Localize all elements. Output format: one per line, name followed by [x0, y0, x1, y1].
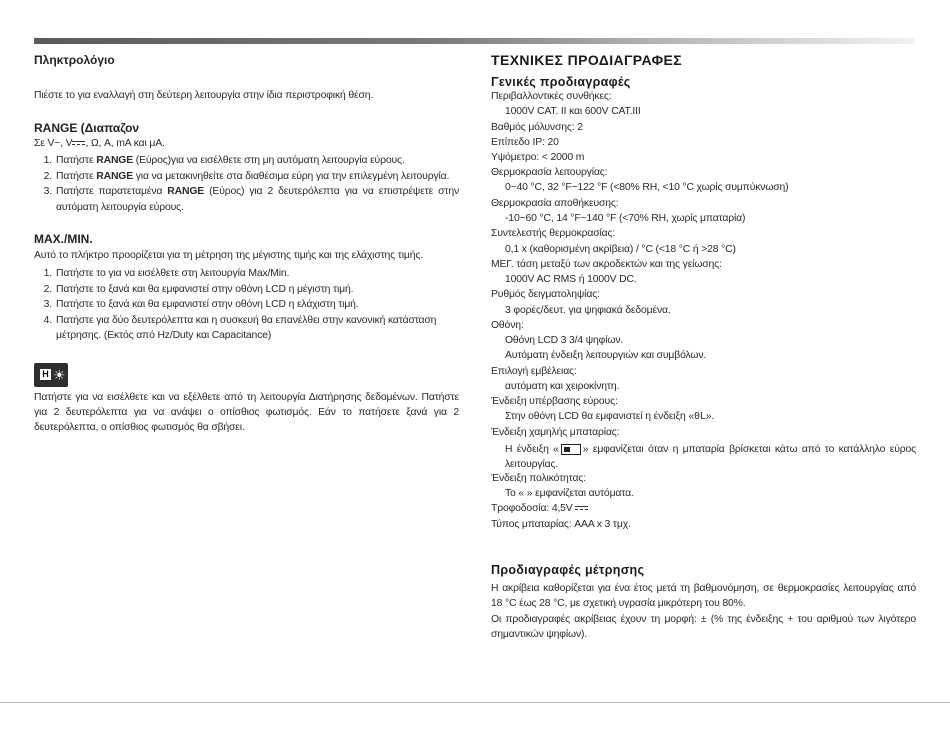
optemp-value: 0~40 °C, 32 °F~122 °F (<80% RH, <10 °C χωρίς συμπύκνωση)	[505, 182, 789, 193]
tech-specs-title: ΤΕΧΝΙΚΕΣ ΠΡΟΔΙΑΓΡΑΦΕΣ	[491, 52, 683, 68]
measurement-accuracy-text: Η ακρίβεια καθορίζεται για ένα έτος μετά τη βαθμονόμηση, σε θερμοκρασίες λειτουργίας από 18 °C έως 28 °C, με σχετική υγρασία μικρότερη του 80%.	[491, 583, 916, 609]
maxv-value: 1000V AC RMS ή 1000V DC.	[505, 274, 637, 285]
range-list	[34, 153, 459, 215]
tempcoef-label: Συντελεστής θερμοκρασίας:	[491, 228, 616, 239]
env-label: Περιβαλλοντικές συνθήκες:	[491, 91, 612, 102]
range-modes: Σε V~, V , Ω, A, mA και μA.	[34, 138, 165, 149]
polarity-label: Ένδειξη πολικότητας:	[491, 473, 586, 484]
overrange-label: Ένδειξη υπέρβασης εύρους:	[491, 396, 618, 407]
list-item: 2. Πατήστε το ξανά και θα εμφανιστεί στην οθόνη LCD η μέγιστη τιμή.	[43, 283, 354, 295]
list-item: 4. Πατήστε για δύο δευτερόλεπτα και η συσκευή θα επανέλθει στην κανονική κατάσταση μέτρησης. (Εκτός από Hz/Duty και Capacitance)	[43, 314, 437, 341]
altitude: Υψόμετρο: < 2000 m	[491, 152, 585, 163]
maxmin-heading: MAX./MIN.	[34, 232, 93, 246]
list-item: 1. Πατήστε RANGE (Εύρος)για να εισέλθετε στη μη αυτόματη λειτουργία εύρους.	[43, 155, 405, 166]
shift-description: Πιέστε το για εναλλαγή στη δεύτερη λειτουργία στην ίδια περιστροφική θέση.	[34, 90, 374, 101]
list-item: 2. Πατήστε RANGE για να μετακινηθείτε στα διαθέσιμα εύρη για την επιλεγμένη λειτουργία.	[43, 170, 450, 182]
hold-backlight-key-icon	[34, 363, 68, 387]
dc-symbol-icon	[575, 505, 588, 511]
keyboard-heading: Πληκτρολόγιο	[34, 53, 115, 67]
pollution-degree: Βαθμός μόλυνσης: 2	[491, 122, 583, 133]
maxv-label: ΜΕΓ. τάση μεταξύ των ακροδεκτών και της γείωσης:	[491, 259, 722, 270]
general-specs-heading: Γενικές προδιαγραφές	[491, 75, 631, 89]
maxmin-list	[34, 266, 459, 344]
storetemp-value: -10~60 °C, 14 °F~140 °F (<70% RH, χωρίς μπαταρία)	[505, 213, 746, 224]
power-supply: Τροφοδοσία: 4,5V	[491, 503, 588, 514]
dc-symbol-icon	[72, 140, 85, 146]
rangesel-label: Επιλογή εμβέλειας:	[491, 366, 577, 377]
measurement-specs-heading: Προδιαγραφές μέτρησης	[491, 563, 645, 577]
hold-description: Πατήστε για να εισέλθετε και να εξέλθετε από τη λειτουργία Διατήρησης δεδομένων. Πατήστε για 2 δευτερόλεπτα για να ανάψει ο οπίσθιος φωτισμός. Εάν το πατήσετε ξανά για 2 δευτερόλεπτα, ο οπίσθιος φωτισμός θα σβήσει.	[34, 392, 459, 433]
range-heading: RANGE (Διαπαζον	[34, 121, 140, 135]
list-item: 3. Πατήστε το ξανά και θα εμφανιστεί στην οθόνη LCD η ελάχιστη τιμή.	[43, 299, 359, 310]
hold-letter-icon: H	[40, 369, 51, 380]
overload-symbol: 0L	[693, 411, 706, 422]
lowbatt-value: Η ένδειξη « » εμφανίζεται όταν η μπαταρία βρίσκεται κάτω από το κατάλληλο εύρος λειτουργίας.	[505, 444, 917, 470]
display-value-1: Οθόνη LCD 3 3/4 ψηφίων.	[505, 335, 624, 346]
header-gradient-bar	[34, 38, 914, 44]
lowbatt-label: Ένδειξη χαμηλής μπαταρίας:	[491, 427, 620, 438]
overrange-value: Στην οθόνη LCD θα εμφανιστεί η ένδειξη «0L».	[505, 411, 715, 422]
sampling-label: Ρυθμός δειγματοληψίας:	[491, 289, 600, 300]
accuracy-format-text: Οι προδιαγραφές ακρίβειας έχουν τη μορφή: ± (% της ένδειξης + του αριθμού των λιγότερο σημαντικών ψηφίων).	[491, 614, 916, 640]
polarity-value: Το « » εμφανίζεται αυτόματα.	[505, 488, 634, 499]
footer-rule	[0, 702, 950, 703]
display-value-2: Αυτόματη ένδειξη λειτουργιών και συμβόλων.	[505, 350, 707, 361]
backlight-sun-icon: ☀	[53, 367, 66, 383]
tempcoef-value: 0,1 x (καθορισμένη ακρίβεια) / °C (<18 °C ή >28 °C)	[505, 244, 736, 255]
list-item: 3. Πατήστε παρατεταμένα RANGE (Εύρος) για 2 δευτερόλεπτα για να επιστρέψετε στην αυτόματη λειτουργία εύρους.	[43, 186, 460, 213]
sampling-value: 3 φορές/δευτ. για ψηφιακά δεδομένα.	[505, 305, 671, 316]
rangesel-value: αυτόματη και χειροκίνητη.	[505, 381, 620, 392]
optemp-label: Θερμοκρασία λειτουργίας:	[491, 167, 608, 178]
display-label: Οθόνη:	[491, 320, 524, 331]
battery-type: Τύπος μπαταρίας: AAA x 3 τμχ.	[491, 519, 631, 530]
list-item: 1. Πατήστε το για να εισέλθετε στη λειτουργία Max/Min.	[43, 268, 290, 279]
maxmin-intro: Αυτό το πλήκτρο προορίζεται για τη μέτρηση της μέγιστης τιμής και της ελάχιστης τιμής.	[34, 250, 423, 261]
ip-level: Επίπεδο IP: 20	[491, 137, 559, 148]
storetemp-label: Θερμοκρασία αποθήκευσης:	[491, 198, 619, 209]
env-value: 1000V CAT. II και 600V CAT.III	[505, 106, 641, 117]
low-battery-icon	[561, 444, 581, 455]
